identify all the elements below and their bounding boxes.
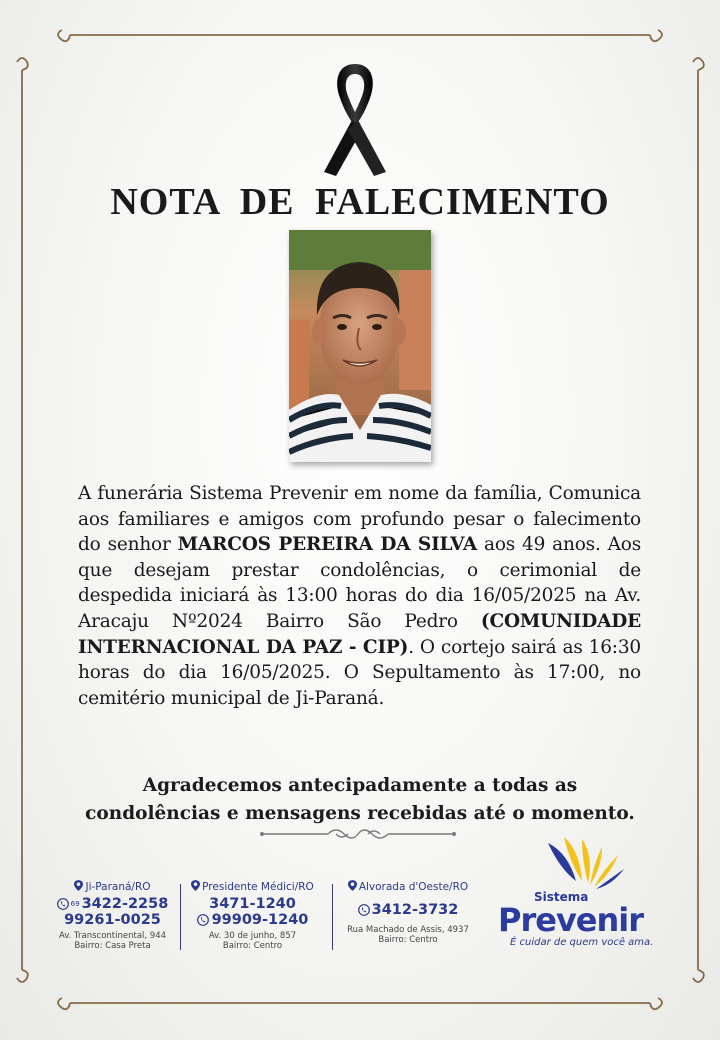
logo-tagline: É cuidar de quem você ama.: [510, 937, 654, 948]
phone-icon: [197, 914, 209, 926]
thanks-message: [60, 772, 660, 828]
deceased-name: MARCOS PEREIRA DA SILVA: [177, 534, 478, 556]
location-district: Bairro: Centro: [378, 935, 438, 945]
footer-separator: [180, 884, 181, 950]
phone-icon: [57, 898, 69, 910]
location-ji-parana: [50, 880, 175, 951]
location-district: Bairro: Centro: [222, 941, 283, 951]
obituary-text: [78, 481, 641, 711]
map-pin-icon: [191, 880, 200, 891]
logo-prevenir-text: Prevenir: [498, 901, 644, 939]
portrait-photo: [289, 230, 431, 462]
page-title: NOTA DE FALECIMENTO: [110, 181, 610, 223]
map-pin-icon: [74, 880, 83, 891]
thanks-line-1: Agradecemos antecipadamente a todas as: [142, 775, 578, 796]
location-city: Alvorada d'Oeste/RO: [358, 881, 469, 893]
location-phone-1: 3412-3732: [371, 902, 459, 918]
thanks-line-2: condolências e mensagens recebidas até o momento.: [85, 803, 635, 824]
logo-flame-icon: [538, 833, 628, 893]
ornament-divider: [258, 823, 458, 845]
obituary-text-part2: aos 49 anos. Aos que desejam prestar condolências, o cerimonial de despedida iniciará às 13:00 horas do dia 16/05/2025 na Av. Aracaju Nº2024 Bairro São Pedro: [78, 534, 641, 632]
logo-sistema-text: Sistema: [534, 890, 589, 904]
location-city: Presidente Médici/RO: [202, 881, 314, 893]
venue-name: (COMUNIDADE INTERNACIONAL DA PAZ - CIP): [78, 610, 641, 658]
footer-separator: [332, 884, 333, 950]
location-phone-1: 3422-2258: [81, 896, 169, 912]
obituary-text-part1: A funerária Sistema Prevenir em nome da família, Comunica aos familiares e amigos com profundo pesar o falecimento do senhor: [78, 483, 641, 556]
location-address: Av. 30 de junho, 857: [208, 931, 297, 941]
location-presidente-medici: [190, 880, 315, 951]
location-address: Rua Machado de Assis, 4937: [347, 925, 469, 935]
location-phone-2: 99261-0025: [64, 912, 161, 928]
location-address: Av. Transcontinental, 944: [58, 931, 167, 941]
location-district: Bairro: Casa Preta: [74, 941, 151, 951]
location-city: Ji-Paraná/RO: [85, 881, 151, 893]
sistema-prevenir-logo: [500, 833, 660, 953]
map-pin-icon: [348, 880, 357, 891]
area-code: 69: [70, 900, 80, 908]
location-phone-1: 3471-1240: [209, 896, 296, 912]
obituary-text-part3: . O cortejo sairá as 16:30 horas do dia 16/05/2025. O Sepultamento às 17:00, no cemitério municipal de Ji-Paraná.: [78, 636, 641, 709]
location-alvorada-doeste: [342, 880, 474, 945]
mourning-ribbon-icon: [322, 60, 388, 178]
location-phone-2: 99909-1240: [211, 912, 309, 928]
phone-icon: [358, 904, 370, 916]
